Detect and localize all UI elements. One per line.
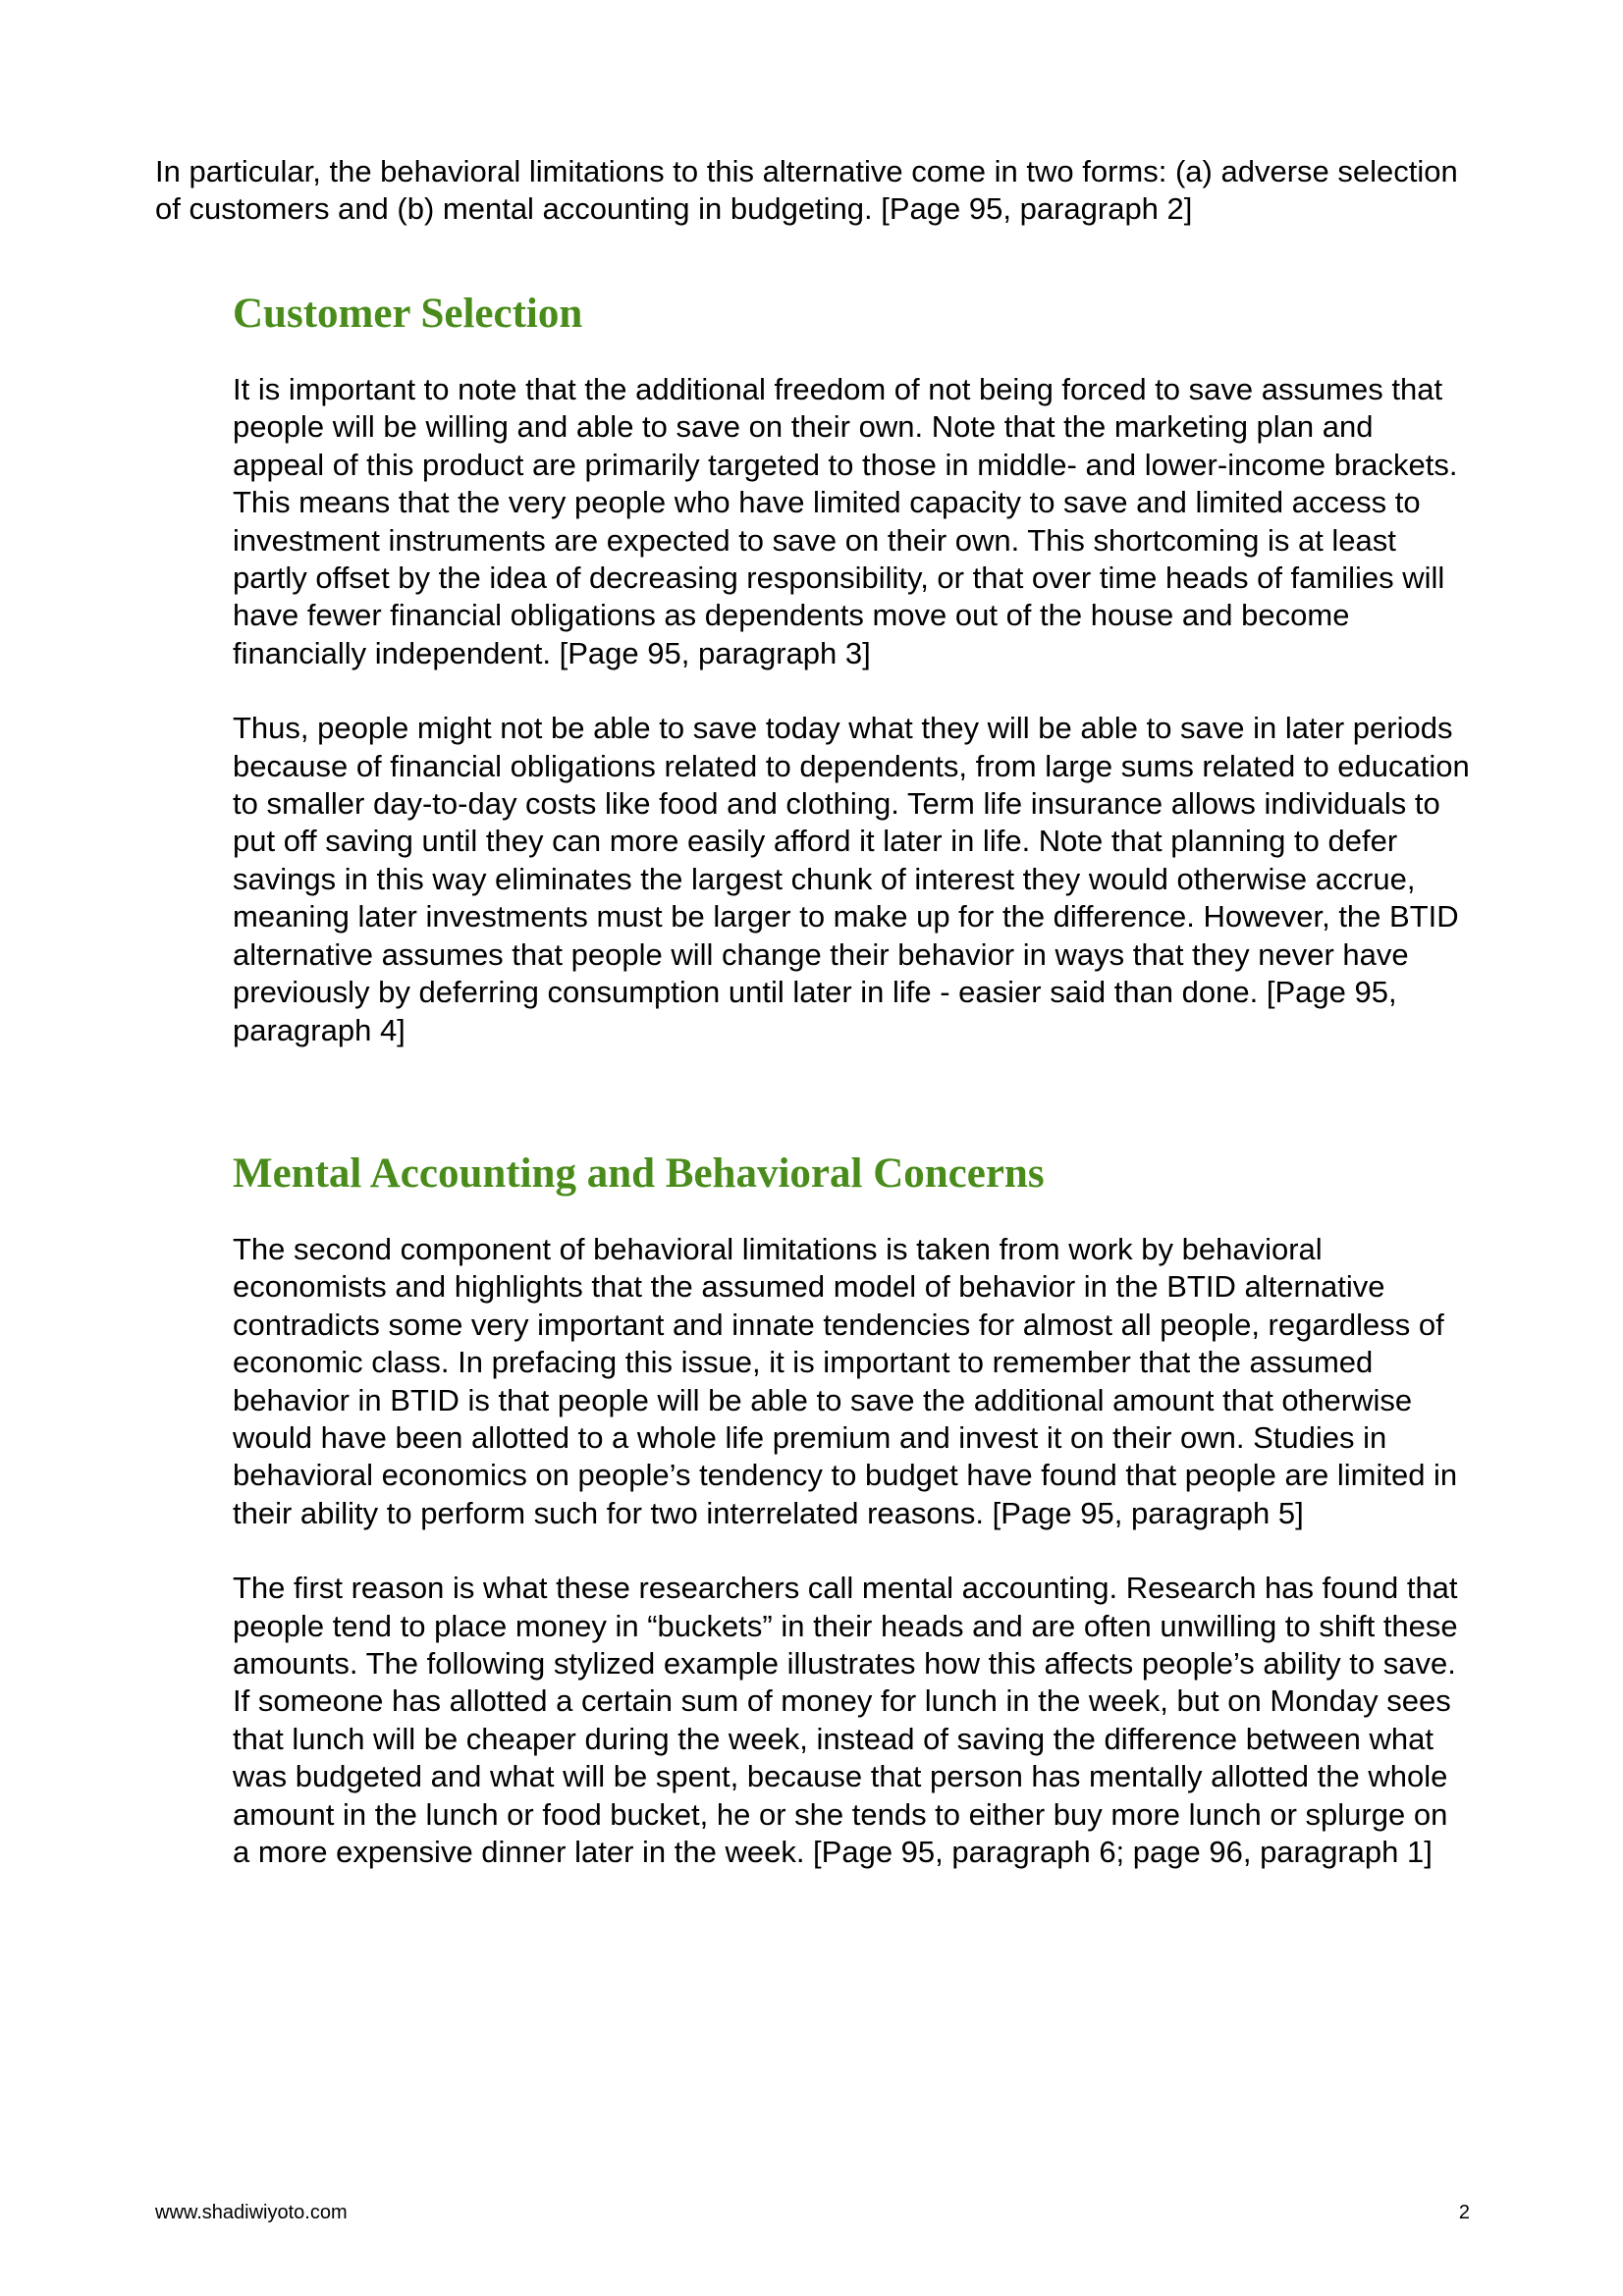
body-paragraph: The first reason is what these researchers call mental accounting. Research has found that people tend to place money in “buckets” in their heads and are often unwilling to shift these amounts. The following stylized example illustrates how this affects people’s ability to save. If someone has allotted a certain sum of money for lunch in the week, but on Monday sees that lunch will be cheaper during the week, instead of saving the difference between what was budgeted and what will be spent, because that person has mentally allotted the whole amount in the lunch or food bucket, he or she tends to either buy more lunch or splurge on a more expensive dinner later in the week. [Page 95, paragraph 6; page 96, paragraph 1] [233,1571,1458,1870]
body-paragraph: The second component of behavioral limitations is taken from work by behavioral economists and highlights that the assumed model of behavior in the BTID alternative contradicts some very important and innate tendencies for almost all people, regardless of economic class. In prefacing this issue, it is important to remember that the assumed behavior in BTID is that people will be able to save the additional amount that otherwise would have been allotted to a whole life premium and invest it on their own. Studies in behavioral economics on people’s tendency to budget have found that people are limited in their ability to perform such for two interrelated reasons. [Page 95, paragraph 5] [233,1232,1458,1530]
section-customer-selection [233,289,1470,1087]
body-paragraph: It is important to note that the additional freedom of not being forced to save assumes that people will be willing and able to save on their own. Note that the marketing plan and appeal of this product are primarily targeted to those in middle- and lower-income brackets. This means that the very people who have limited capacity to save and limited access to investment instruments are expected to save on their own. This shortcoming is at least partly offset by the idea of decreasing responsibility, or that over time heads of families will have fewer financial obligations as dependents move out of the house and become financially independent. [Page 95, paragraph 3] [233,372,1458,670]
intro-paragraph: In particular, the behavioral limitations to this alternative come in two forms: (a) adverse selection of customers and (b) mental accounting in budgeting. [Page 95, paragraph 2] [155,154,1458,226]
footer-website: www.shadiwiyoto.com [155,2202,348,2223]
section-heading: Mental Accounting and Behavioral Concerns [233,1150,1045,1197]
footer-page-number: 2 [1458,2202,1470,2223]
section-mental-accounting [233,1148,1470,1909]
section-heading: Customer Selection [233,291,583,337]
body-paragraph: Thus, people might not be able to save today what they will be able to save in later periods because of financial obligations related to dependents, from large sums related to education to smaller day-to-day costs like food and clothing. Term life insurance allows individuals to put off saving until they can more easily afford it later in life. Note that planning to defer savings in this way eliminates the largest chunk of interest they would otherwise accrue, meaning later investments must be larger to make up for the difference. However, the BTID alternative assumes that people will change their behavior in ways that they never have previously by deferring consumption until later in life - easier said than done. [Page 95, paragraph 4] [233,711,1470,1047]
